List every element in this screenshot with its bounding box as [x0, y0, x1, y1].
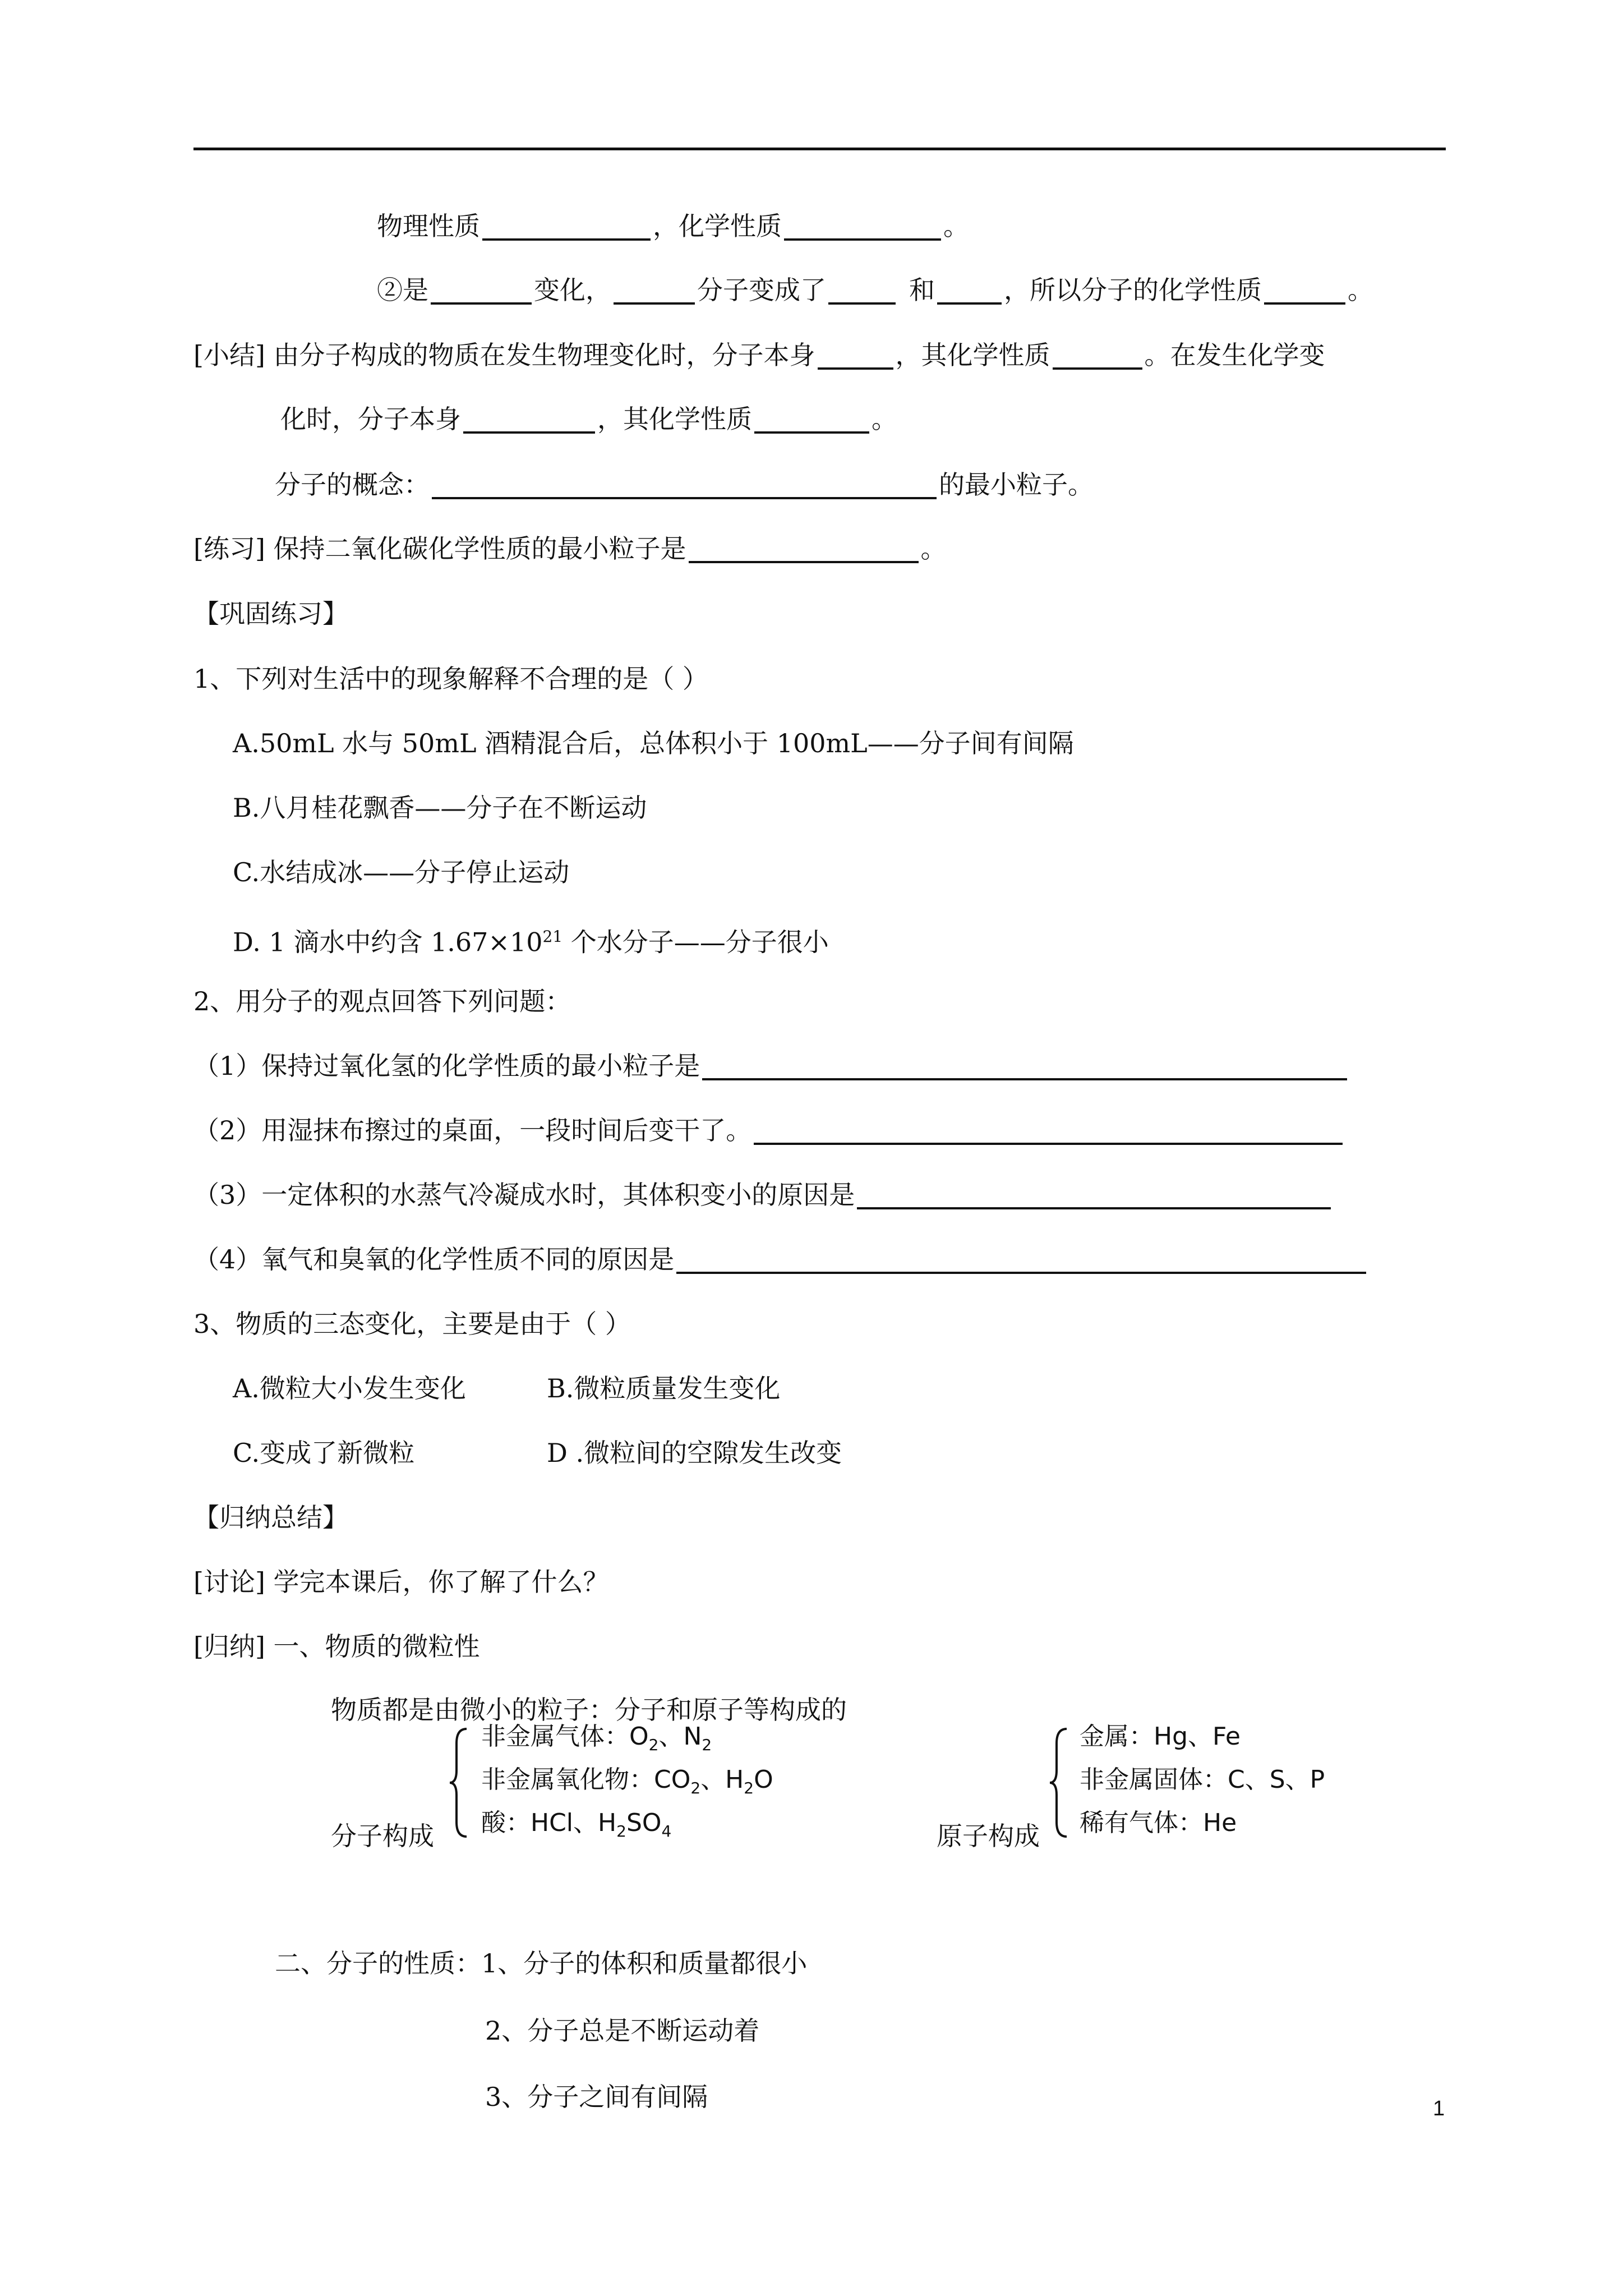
text: 酸：HCl、H	[481, 1809, 617, 1837]
text: 一、物质的微粒性	[273, 1631, 480, 1662]
atomic-brace	[1049, 1727, 1071, 1839]
text: （3）一定体积的水蒸气冷凝成水时，其体积变小的原因是	[193, 1180, 855, 1210]
subscript: 2	[648, 1735, 659, 1754]
answer-blank[interactable]	[432, 497, 937, 499]
text: 保持二氧化碳化学性质的最小粒子是	[273, 533, 686, 564]
answer-blank[interactable]	[614, 302, 695, 305]
subscript: 2	[690, 1778, 701, 1797]
summary-line-2	[280, 402, 897, 436]
text: （1）保持过氧化氢的化学性质的最小粒子是	[193, 1051, 700, 1081]
summary-tag: [小结]	[193, 340, 265, 370]
question-3-option-d[interactable]: D .微粒间的空隙发生改变	[547, 1438, 842, 1468]
text: 和	[909, 275, 935, 305]
discuss-tag: [讨论]	[193, 1567, 265, 1597]
text: 的最小粒子。	[939, 470, 1094, 500]
text: 。	[872, 404, 897, 434]
answer-blank[interactable]	[482, 238, 651, 241]
question-3-option-b[interactable]: B.微粒质量发生变化	[547, 1373, 781, 1404]
line-change	[377, 273, 1373, 307]
subscript: 2	[744, 1778, 754, 1797]
header-rule	[193, 148, 1446, 150]
text: 个水分子——分子很小	[562, 927, 829, 958]
text: （2）用湿抹布擦过的桌面，一段时间后变干了。	[193, 1115, 752, 1145]
induct-tag: [归纳]	[193, 1631, 265, 1662]
question-1-option-d[interactable]	[233, 920, 829, 959]
answer-blank[interactable]	[1264, 302, 1345, 305]
text: 1、分子的体积和质量都很小	[481, 1948, 808, 1978]
atomic-solid: 非金属固体：C、S、P	[1080, 1765, 1325, 1794]
text: SO	[626, 1809, 662, 1837]
practice-line	[193, 532, 947, 565]
text: （4）氧气和臭氧的化学性质不同的原因是	[193, 1244, 675, 1274]
text: 非金属气体：O	[481, 1722, 649, 1751]
answer-blank[interactable]	[818, 367, 893, 370]
answer-blank[interactable]	[463, 431, 595, 434]
question-3-option-c[interactable]: C.变成了新微粒	[233, 1438, 415, 1468]
question-1-option-a[interactable]: A.50mL 水与 50mL 酒精混合后，总体积小于 100mL——分子间有间隔	[233, 728, 1074, 758]
answer-blank[interactable]	[754, 1143, 1343, 1145]
answer-blank[interactable]	[937, 302, 1002, 305]
question-1-option-c[interactable]: C.水结成冰——分子停止运动	[233, 857, 570, 887]
subscript: 2	[616, 1821, 626, 1841]
text: 物理性质	[377, 211, 480, 241]
answer-blank[interactable]	[857, 1207, 1331, 1209]
text: 分子的概念：	[275, 470, 430, 500]
molecular-gas	[481, 1720, 712, 1762]
text: 化时，分子本身	[280, 404, 461, 434]
properties-line-2: 2、分子总是不断运动着	[485, 2016, 760, 2046]
atomic-rare-gas: 稀有气体：He	[1080, 1809, 1237, 1837]
question-2-stem: 2、用分子的观点回答下列问题：	[193, 986, 571, 1016]
answer-blank[interactable]	[702, 1078, 1347, 1080]
text: 。	[943, 211, 969, 241]
question-1-option-b[interactable]: B.八月桂花飘香——分子在不断运动	[233, 793, 647, 823]
question-2-sub-1	[193, 1049, 1349, 1083]
answer-blank[interactable]	[1053, 367, 1142, 370]
answer-blank[interactable]	[828, 302, 896, 305]
atomic-metal: 金属：Hg、Fe	[1080, 1722, 1241, 1751]
text: 、N	[658, 1722, 702, 1751]
text: 学完本课后，你了解了什么？	[273, 1567, 609, 1597]
induct-line	[193, 1630, 480, 1663]
text: ，所以分子的化学性质	[1004, 275, 1262, 305]
molecular-acid	[481, 1806, 671, 1848]
text: D. 1 滴水中约含 1.67×10	[233, 927, 543, 958]
text: ②是	[377, 275, 428, 305]
text: 变化，	[534, 275, 611, 305]
subscript: 4	[661, 1821, 672, 1841]
text: 分子变成了	[697, 275, 826, 305]
discuss-line	[193, 1565, 609, 1599]
text: 。在发生化学变	[1144, 340, 1325, 370]
question-3-stem: 3、物质的三态变化，主要是由于（ ）	[193, 1309, 631, 1339]
text: 。	[1348, 275, 1373, 305]
text: 非金属氧化物：CO	[481, 1765, 691, 1794]
answer-blank[interactable]	[784, 238, 941, 241]
text: 由分子构成的物质在发生物理变化时，分子本身	[273, 340, 815, 370]
section-title-consolidate: 【巩固练习】	[193, 599, 348, 629]
composition-statement: 物质都是由微小的粒子：分子和原子等构成的	[331, 1695, 847, 1725]
answer-blank[interactable]	[689, 561, 919, 563]
superscript: 21	[542, 927, 563, 946]
text: ，其化学性质	[597, 404, 752, 434]
answer-blank[interactable]	[431, 302, 532, 305]
text: ，化学性质	[653, 211, 782, 241]
text: ，其化学性质	[895, 340, 1050, 370]
answer-blank[interactable]	[676, 1272, 1366, 1274]
question-2-sub-2	[193, 1114, 1345, 1147]
atomic-label: 原子构成	[937, 1821, 1040, 1851]
molecular-oxide	[481, 1763, 773, 1805]
question-1-stem: 1、下列对生活中的现象解释不合理的是（ ）	[193, 664, 708, 694]
text: O	[754, 1765, 773, 1794]
question-2-sub-4	[193, 1243, 1368, 1276]
concept-line	[275, 468, 1094, 501]
text: 二、分子的性质：	[275, 1948, 481, 1978]
line-properties	[377, 209, 969, 243]
molecular-brace	[449, 1727, 471, 1839]
answer-blank[interactable]	[754, 431, 869, 434]
section-title-induction: 【归纳总结】	[193, 1502, 348, 1533]
properties-line-3: 3、分子之间有间隔	[485, 2082, 708, 2112]
page-number: 1	[1433, 2097, 1445, 2120]
summary-line	[193, 338, 1325, 372]
question-3-option-a[interactable]: A.微粒大小发生变化	[233, 1373, 466, 1404]
molecular-label: 分子构成	[331, 1821, 434, 1851]
subscript: 2	[702, 1735, 712, 1754]
text: 。	[920, 533, 947, 564]
properties-line-1	[275, 1947, 807, 1980]
practice-tag: [练习]	[193, 533, 265, 564]
question-2-sub-3	[193, 1178, 1333, 1212]
text: 、H	[700, 1765, 744, 1794]
